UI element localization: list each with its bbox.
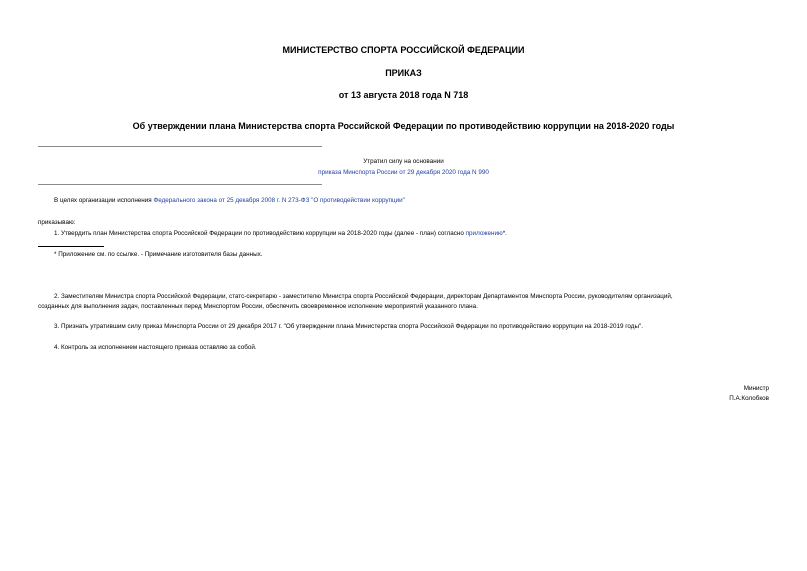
- footnote-rule: [38, 246, 104, 247]
- status-note-text: Утратил силу на основании: [363, 158, 444, 165]
- appendix-link[interactable]: приложению: [465, 230, 503, 237]
- federal-law-link[interactable]: Федерального закона от 25 декабря 2008 г. N 273-ФЗ "О противодействии коррупции": [153, 197, 405, 204]
- item-2-line-1: 2. Заместителям Министра спорта Российской Федерации, статс-секретарю - заместителю Министра спорта Российской Федерации, директорам Департаментов Минспорта России, руководителям организаций,: [54, 293, 673, 300]
- item-1-suffix: *.: [502, 230, 507, 237]
- document-type: ПРИКАЗ: [385, 68, 422, 78]
- intro-paragraph: [54, 196, 405, 206]
- order-word: приказываю:: [38, 219, 76, 226]
- item-1-text: 1. Утвердить план Министерства спорта Российской Федерации по противодействию коррупции на 2018-2020 годы (далее - план) согласно: [54, 230, 466, 237]
- signature-name: П.А.Колобков: [729, 395, 769, 402]
- item-1: [54, 229, 507, 239]
- item-3: 3. Признать утратившим силу приказ Минспорта России от 29 декабря 2017 г. "Об утверждении плана Министерства спорта Российской Федерации по противодействию коррупции на 2018-2019 годы".: [54, 323, 643, 330]
- intro-text: В целях организации исполнения: [54, 197, 154, 204]
- status-note-link[interactable]: приказа Минспорта России от 29 декабря 2020 года N 990: [318, 169, 489, 176]
- status-note-bottom-rule: [38, 184, 322, 185]
- status-note-top-rule: [38, 146, 322, 147]
- item-2-line-2: созданных для выполнения задач, поставленных перед Минспортом России, обеспечить своевременное исполнение мероприятий указанного плана.: [38, 303, 478, 310]
- item-4: 4. Контроль за исполнением настоящего приказа оставляю за собой.: [54, 344, 257, 351]
- document-title: Об утверждении плана Министерства спорта Российской Федерации по противодействию коррупции на 2018-2020 годы: [132, 121, 675, 131]
- signature-position: Министр: [743, 385, 769, 392]
- ministry-heading: МИНИСТЕРСТВО СПОРТА РОССИЙСКОЙ ФЕДЕРАЦИИ: [282, 45, 525, 55]
- document-date-number: от 13 августа 2018 года N 718: [338, 90, 469, 100]
- footnote: * Приложение см. по ссылке. - Примечание изготовителя базы данных.: [54, 251, 263, 258]
